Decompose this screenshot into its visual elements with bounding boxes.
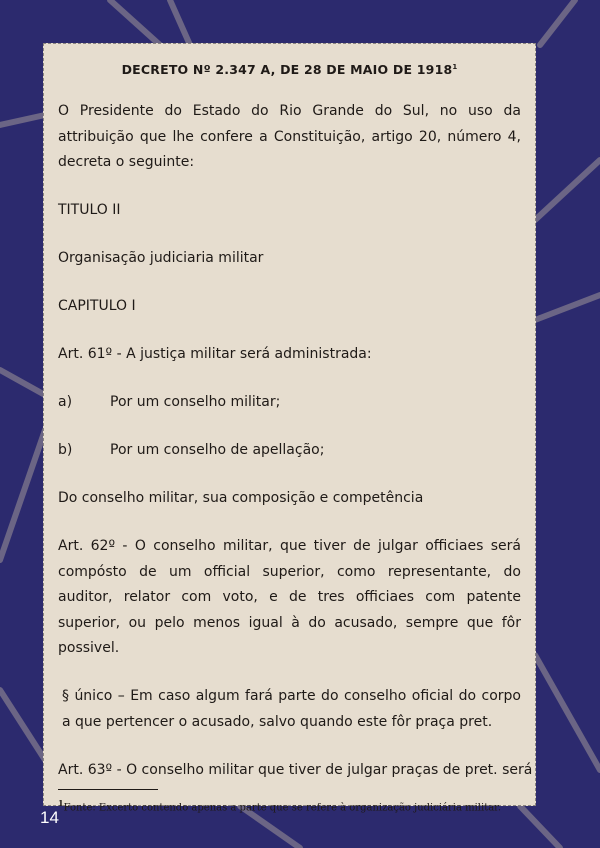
page-number: 14 <box>40 808 59 827</box>
article-61: Art. 61º - A justiça militar será administrada: <box>58 346 372 362</box>
footnote <box>58 798 521 813</box>
paragrafo-unico: § único – Em caso algum fará parte do conselho oficial do corpo a que pertencer o acusado, salvo quando este fôr praça pret. <box>62 688 521 730</box>
section-heading: Do conselho militar, sua composição e competência <box>58 490 424 506</box>
footnote-text: Fonte: Excerto contendo apenas a parte que se refere à organização judiciária militar. <box>63 802 502 814</box>
title-footnote-mark: 1 <box>452 62 458 71</box>
list-marker-b: b) <box>58 442 73 458</box>
list-item-a <box>58 390 521 416</box>
list-text-a: Por um conselho militar; <box>110 394 281 410</box>
document-page <box>43 43 536 814</box>
list-text-b: Por um conselho de apellação; <box>110 442 325 458</box>
footnote-mark: 1 <box>58 798 64 808</box>
article-63: Art. 63º - O conselho militar que tiver de julgar praças de pret. será <box>58 761 533 778</box>
titulo-heading: TITULO II <box>58 202 121 218</box>
capitulo-heading: CAPITULO I <box>58 298 136 314</box>
list-marker-a: a) <box>58 394 73 410</box>
footnote-separator <box>58 789 158 790</box>
titulo-name: Organisação judiciaria militar <box>58 250 264 266</box>
decree-title: DECRETO Nº 2.347 A, DE 28 DE MAIO DE 1918$^1$ <box>121 62 458 77</box>
article-62: Art. 62º - O conselho militar, que tiver de julgar officiaes será compósto de um official superior, como representante, do auditor, relator com voto, e de tres officiaes com patente superior, ou pelo menos igual à do acusado, sempre que fôr possivel. <box>58 538 521 656</box>
list-item-b <box>58 438 521 464</box>
intro-paragraph: O Presidente do Estado do Rio Grande do Sul, no uso da attribuição que lhe confere a Constituição, artigo 20, número 4, decreta o seguinte: <box>58 103 521 170</box>
